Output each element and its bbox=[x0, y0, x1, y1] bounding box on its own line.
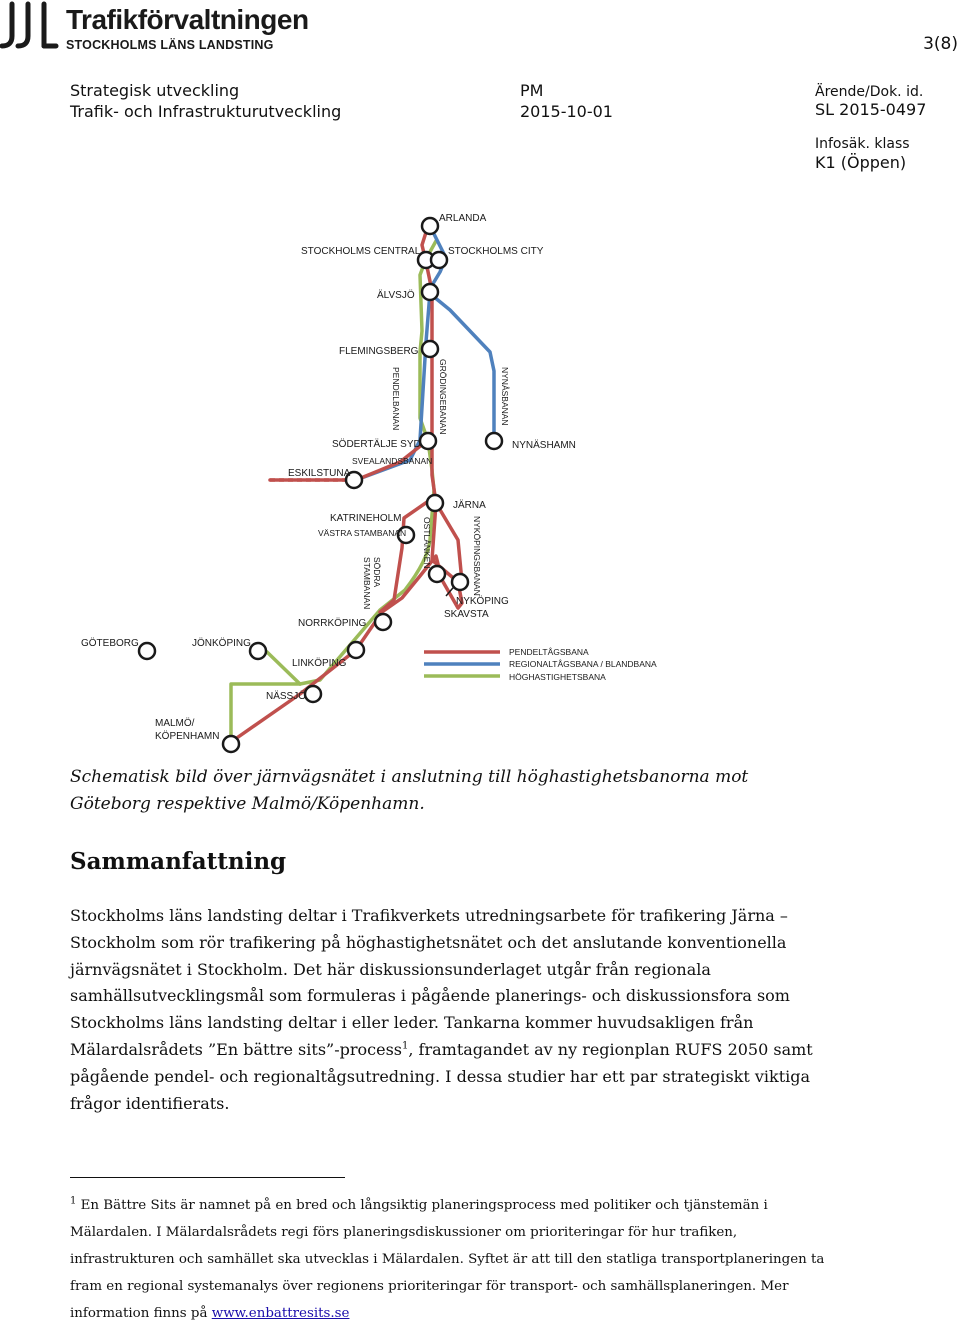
station-sodertalje-syd bbox=[420, 433, 436, 449]
station-arlanda bbox=[422, 218, 438, 234]
label-malmo: MALMÖ/ bbox=[155, 718, 195, 729]
station-nassjo bbox=[305, 686, 321, 702]
label-grodingebanan: GRÖDINGEBANAN bbox=[438, 359, 448, 435]
footnote-number: 1 bbox=[70, 1195, 77, 1207]
label-pendelbanan: PENDELBANAN bbox=[391, 367, 401, 431]
department: Strategisk utveckling bbox=[70, 81, 240, 100]
sub-department: Trafik- och Infrastrukturutveckling bbox=[70, 102, 342, 121]
summary-paragraph bbox=[70, 903, 850, 1117]
case-label: Ärende/Dok. id. bbox=[815, 84, 924, 100]
label-kopenhamn: KÖPENHAMN bbox=[155, 731, 220, 742]
label-nynashamn: NYNÄSHAMN bbox=[512, 440, 576, 451]
footnote-reference[interactable]: 1 bbox=[401, 1040, 409, 1052]
summary-text-part2: , framtagandet av ny regionplan RUFS 2050 samt pågående pendel- och regionaltågsutredning. I dessa studier har ett par strategiskt viktiga frågor identifierats. bbox=[70, 1039, 813, 1113]
station-malmo bbox=[223, 736, 239, 752]
label-svealandsbanan: SVEALANDSBANAN bbox=[352, 456, 433, 466]
page-number: 3(8) bbox=[923, 34, 958, 54]
label-sodra: SÖDRA bbox=[372, 557, 382, 588]
map-legend bbox=[424, 652, 500, 676]
legend-regional-label: REGIONALTÅGSBANA / BLANDBANA bbox=[509, 659, 657, 669]
station-stockholms-city bbox=[431, 252, 447, 268]
label-nykopingsbanan: NYKÖPINGSBANAN bbox=[472, 516, 482, 596]
station-goteborg bbox=[139, 643, 155, 659]
label-eskilstuna: ESKILSTUNA bbox=[288, 468, 351, 479]
label-nykoping: NYKÖPING bbox=[456, 596, 509, 607]
station-linkoping bbox=[348, 642, 364, 658]
summary-text-part1: Stockholms läns landsting deltar i Trafikverkets utredningsarbete för trafikering Järna – Stockholm som rör trafikering på höghastighetsnätet och det anslutande konventionella järnvägsnätet i Stockholm. Det här diskussionsunderlaget utgår från regionala samhällsutvecklingsmål som formuleras i pågående planerings- och diskussionsfora som Stockholms läns landsting deltar i eller leder. Tankarna kommer huvudsakligen från Mälardalsrådets ”En bättre sits”-process bbox=[70, 906, 790, 1059]
label-stockholms-central: STOCKHOLMS CENTRAL bbox=[301, 246, 421, 257]
legend-highspeed-label: HÖGHASTIGHETSBANA bbox=[509, 672, 606, 682]
footnote-separator bbox=[70, 1177, 345, 1178]
label-nassjo: NÄSSJÖ bbox=[266, 691, 307, 702]
label-flemingsberg: FLEMINGSBERG bbox=[339, 346, 419, 357]
railway-network-map bbox=[0, 196, 960, 766]
footnote bbox=[70, 1192, 830, 1327]
label-norrkoping: NORRKÖPING bbox=[298, 618, 367, 629]
label-skavsta: SKAVSTA bbox=[444, 609, 489, 620]
station-jonkoping bbox=[250, 643, 266, 659]
station-norrkoping bbox=[375, 614, 391, 630]
label-jonkoping: JÖNKÖPING bbox=[192, 638, 251, 649]
label-katrineholm: KATRINEHOLM bbox=[330, 513, 402, 524]
map-caption: Schematisk bild över järnvägsnätet i anslutning till höghastighetsbanorna mot Göteborg respektive Malmö/Köpenhamn. bbox=[70, 767, 749, 814]
label-jarna: JÄRNA bbox=[453, 500, 486, 511]
station-jarna bbox=[427, 495, 443, 511]
label-arlanda: ARLANDA bbox=[439, 213, 487, 224]
label-goteborg: GÖTEBORG bbox=[81, 638, 139, 649]
label-stockholms-city: STOCKHOLMS CITY bbox=[448, 246, 544, 257]
station-nykoping bbox=[452, 574, 468, 590]
document-type: PM bbox=[520, 81, 544, 100]
station-alvsjo bbox=[422, 284, 438, 300]
logo-name: Trafikförvaltningen bbox=[66, 4, 309, 35]
label-stambanan: STAMBANAN bbox=[362, 557, 372, 610]
section-heading: Sammanfattning bbox=[70, 848, 287, 875]
legend-commuter-label: PENDELTÅGSBANA bbox=[509, 647, 589, 657]
label-ostlanken: OSTLÄNKEN bbox=[422, 517, 432, 569]
classification-label: Infosäk. klass bbox=[815, 136, 910, 152]
station-flemingsberg bbox=[422, 341, 438, 357]
case-id: SL 2015-0497 bbox=[815, 100, 927, 119]
label-sodertalje-syd: SÖDERTÄLJE SYD bbox=[332, 439, 421, 450]
label-vastra-stambanan: VÄSTRA STAMBANAN bbox=[318, 528, 407, 538]
footnote-link[interactable]: www.enbattresits.se bbox=[211, 1306, 350, 1321]
classification-value: K1 (Öppen) bbox=[815, 153, 907, 172]
document-date: 2015-10-01 bbox=[520, 102, 613, 121]
station-nynashamn bbox=[486, 433, 502, 449]
logo-subtitle: STOCKHOLMS LÄNS LANDSTING bbox=[66, 38, 274, 52]
label-linkoping: LINKÖPING bbox=[292, 658, 347, 669]
footnote-text: En Bättre Sits är namnet på en bred och långsiktig planeringsprocess med politiker och tjänstemän i Mälardalen. I Mälardalsrådets regi förs planeringsdiskussioner om prioriteringar för hur trafiken, infrastrukturen och samhället ska utvecklas i Mälardalen. Syftet är att till den statliga transportplaneringen ta fram en regional systemanalys över regionens prioriteringar för transport- och samhällsplaneringen. Mer information finns på bbox=[70, 1198, 825, 1321]
label-alvsjo: ÄLVSJÖ bbox=[377, 290, 415, 301]
label-nynasbanan: NYNÅSBANAN bbox=[500, 367, 510, 426]
